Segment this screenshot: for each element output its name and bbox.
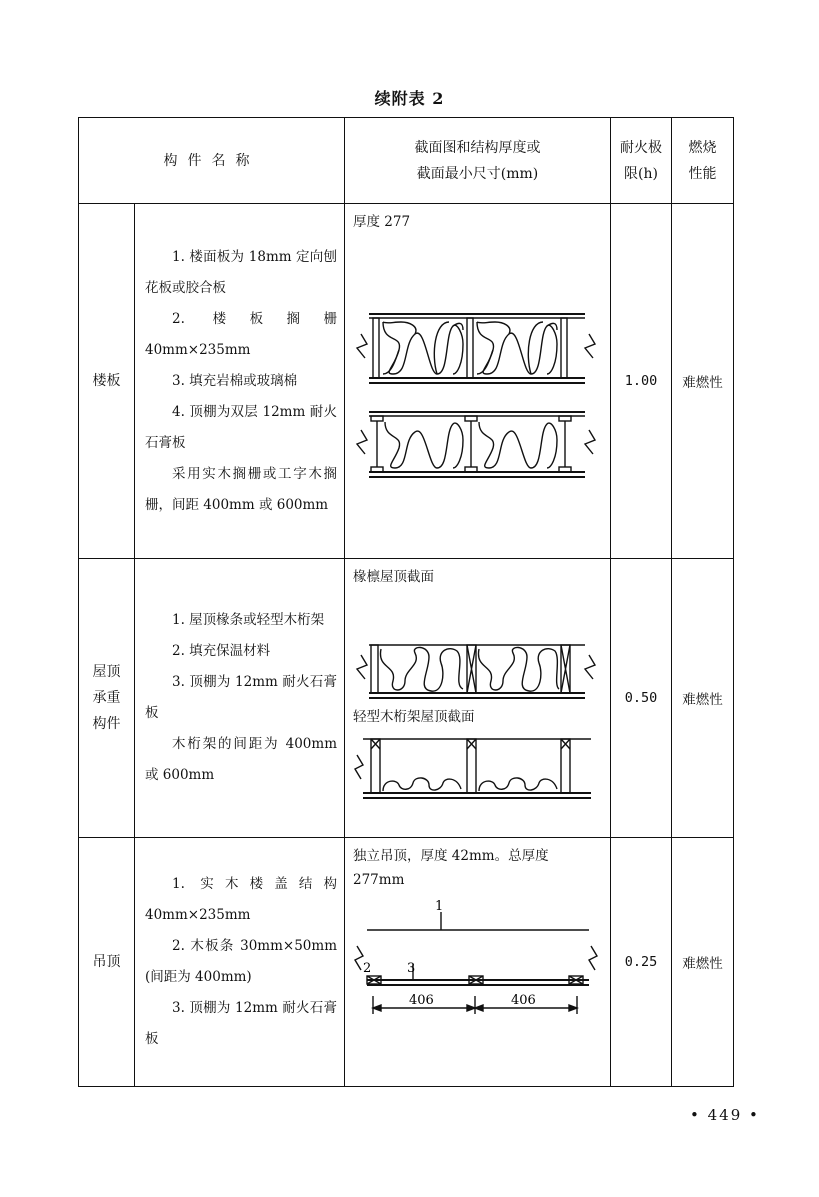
desc-item: 2. 楼板搁栅 40mm×235mm	[145, 310, 337, 358]
row-burning: 难燃性	[672, 204, 734, 559]
category-line: 屋顶	[92, 664, 121, 680]
header-fire-line1: 耐火极	[620, 139, 662, 156]
figure-caption: 厚度 277	[353, 214, 411, 230]
page-title: 续附表 2	[374, 89, 445, 108]
row-category-roof	[79, 559, 135, 838]
row-category-ceiling: 吊顶	[79, 838, 135, 1087]
figure-dim-b: 406	[511, 993, 536, 1008]
header-component-name	[79, 118, 345, 204]
row-figure-cell	[345, 204, 611, 559]
desc-item: 3. 填充岩棉或玻璃棉	[172, 372, 298, 389]
figure-caption-line2: 277mm	[353, 872, 405, 888]
header-fire-line2: 限(h)	[624, 165, 658, 182]
header-section-line1: 截面图和结构厚度或	[414, 139, 541, 156]
header-burning	[672, 118, 734, 204]
ceiling-section-figure	[353, 892, 603, 1052]
figure-caption-truss: 轻型木桁架屋顶截面	[353, 709, 475, 725]
row-fire-limit: 0.50	[611, 559, 672, 838]
rafter-roof-figure	[353, 589, 603, 705]
desc-item: 2. 木板条 30mm×50mm (间距为 400mm)	[145, 938, 337, 985]
header-burn-line1: 燃烧	[688, 139, 717, 156]
truss-roof-figure	[353, 729, 603, 809]
row-description	[135, 559, 345, 838]
header-section-line2: 截面最小尺寸(mm)	[416, 165, 539, 182]
table-row	[79, 838, 734, 1087]
category-line: 承重	[92, 690, 121, 706]
header-section	[345, 118, 611, 204]
desc-item: 1. 实木楼盖结构 40mm×235mm	[145, 876, 337, 923]
row-category-floor: 楼板	[79, 204, 135, 559]
header-fire-limit	[611, 118, 672, 204]
desc-item: 3. 顶棚为 12mm 耐火石膏板	[145, 1000, 337, 1047]
desc-item: 1. 屋顶椽条或轻型木桁架	[172, 612, 325, 628]
header-component-name-text: 构件名称	[163, 152, 260, 169]
figure-caption-rafter: 椽檩屋顶截面	[353, 569, 434, 585]
figure-label-1: 1	[435, 899, 444, 914]
fire-resistance-table	[78, 117, 734, 1087]
category-line: 构件	[92, 716, 121, 732]
floor-section-figure	[353, 234, 603, 554]
desc-item: 4. 顶棚为双层 12mm 耐火石膏板	[145, 403, 337, 451]
row-figure-cell	[345, 559, 611, 838]
row-description	[135, 204, 345, 559]
table-row	[79, 559, 734, 838]
row-fire-limit: 0.25	[611, 838, 672, 1087]
desc-item: 木桁架的间距为 400mm 或 600mm	[145, 736, 337, 783]
page-number: • 449 •	[690, 1106, 760, 1124]
figure-label-2: 2	[363, 961, 372, 976]
row-description	[135, 838, 345, 1087]
desc-item: 采用实木搁栅或工字木搁栅，间距 400mm 或 600mm	[145, 465, 337, 513]
figure-label-3: 3	[407, 961, 416, 976]
desc-item: 2. 填充保温材料	[172, 643, 271, 659]
figure-caption-line1: 独立吊顶，厚度 42mm。总厚度	[353, 848, 549, 864]
header-burn-line2: 性能	[688, 165, 717, 182]
header-row	[79, 118, 734, 204]
row-fire-limit: 1.00	[611, 204, 672, 559]
row-burning: 难燃性	[672, 559, 734, 838]
desc-item: 1. 楼面板为 18mm 定向刨花板或胶合板	[145, 248, 337, 296]
row-figure-cell	[345, 838, 611, 1087]
table-row	[79, 204, 734, 559]
desc-item: 3. 顶棚为 12mm 耐火石膏板	[145, 674, 337, 721]
figure-dim-a: 406	[409, 993, 434, 1008]
row-burning: 难燃性	[672, 838, 734, 1087]
